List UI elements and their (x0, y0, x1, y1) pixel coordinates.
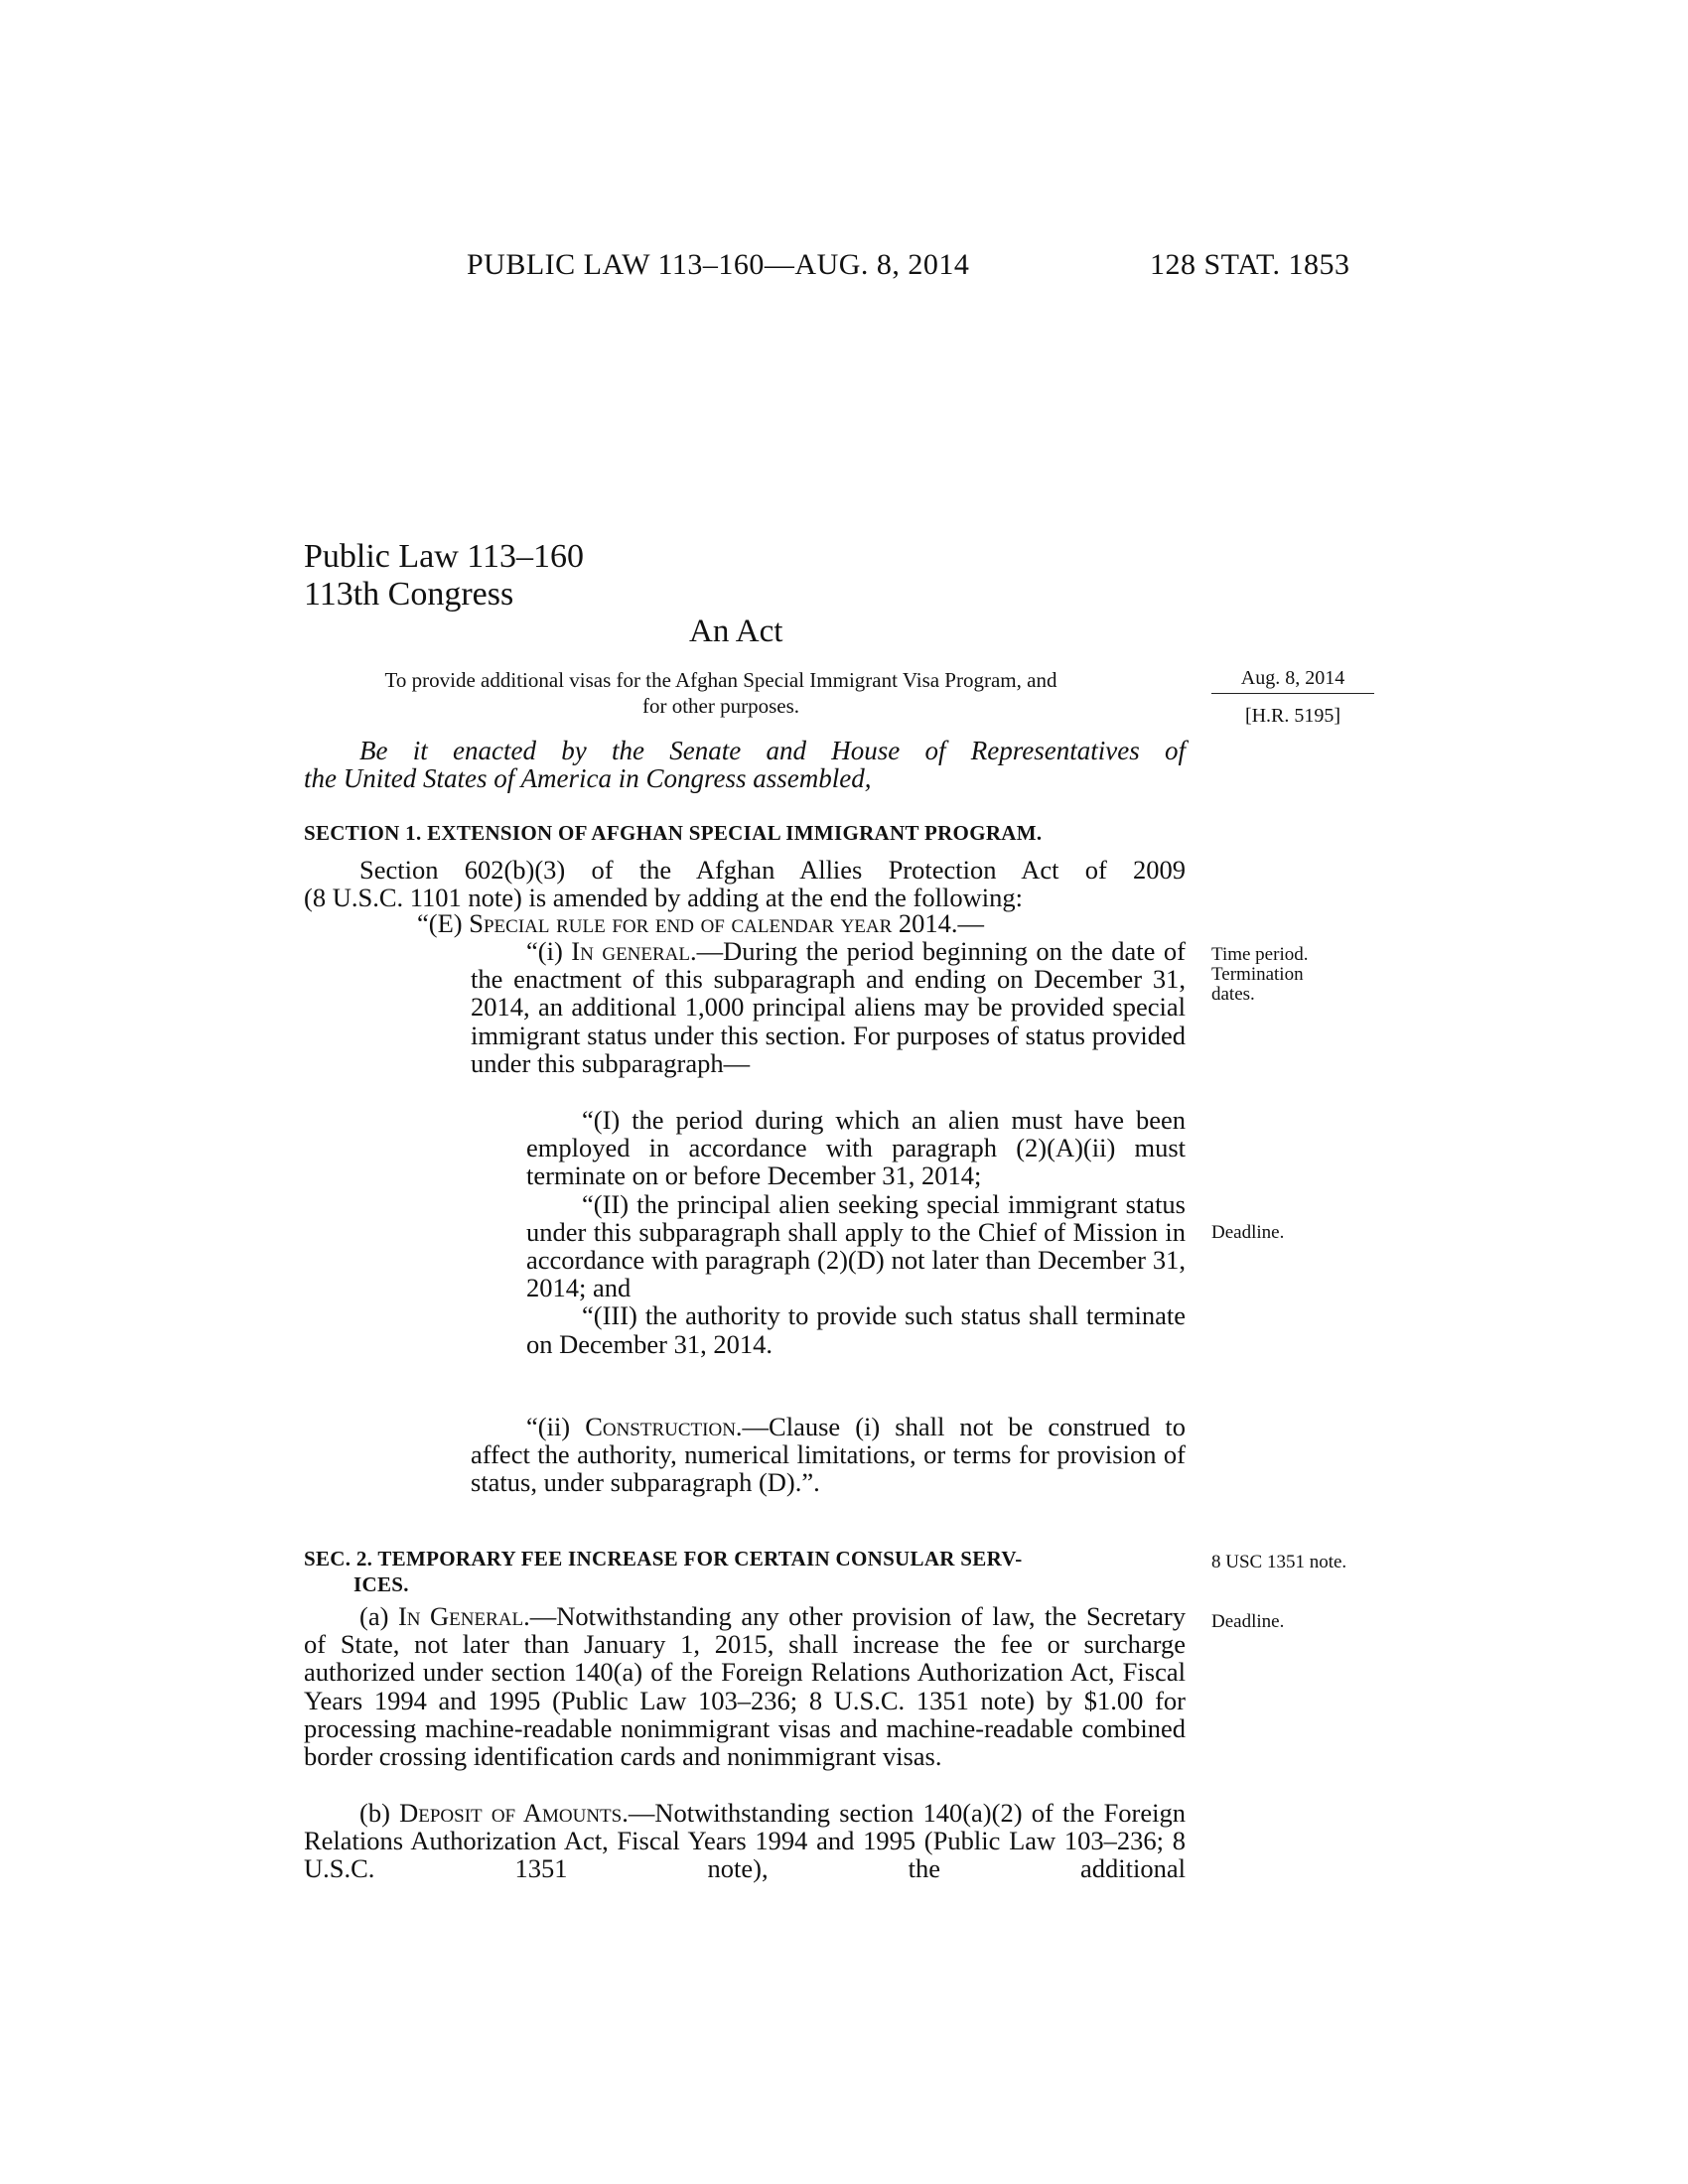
section-1-intro-line-2: (8 U.S.C. 1101 note) is amended by adding at the end the following: (304, 883, 1023, 913)
clause-ii-text: —Clause (i) shall not be construed to affect the authority, numerical limitations, or terms for provision of status, under subparagraph (D).”. (471, 1412, 1186, 1498)
congress-number: 113th Congress (304, 576, 514, 613)
subsection-a-text: —Notwithstanding any other provision of law, the Secretary of State, not later than January 1, 2015, shall increase the fee or surcharge authorized under section 140(a) of the Foreign Relations Authorization Act, Fiscal Years 1994 and 1995 (Public Law 103–236; 8 U.S.C. 1351 note) by $1.00 for processing machine-readable nonimmigrant visas and machine-readable combined border crossing identification cards and nonimmigrant visas. (304, 1601, 1186, 1772)
enacting-clause-line-2: the United States of America in Congress assembled, (304, 763, 872, 793)
subparagraph-e-dash: — (957, 908, 985, 938)
subsection-a-heading: In General. (397, 1601, 530, 1631)
subparagraph-e-heading (417, 909, 984, 937)
subsection-a-prefix: (a) (359, 1601, 398, 1631)
margin-note-time-period (1211, 945, 1308, 1005)
act-purpose (304, 667, 1138, 719)
clause-i (471, 937, 1186, 1077)
subsection-b-heading: Deposit of Amounts. (399, 1798, 629, 1828)
bill-number: [H.R. 5195] (1244, 705, 1341, 727)
clause-i-heading: In general. (571, 936, 697, 966)
subclause-I: “(I) the period during which an alien must have been employed in accordance with paragraph (2)(A)(ii) must terminate on or before December 31, 2014; (526, 1105, 1186, 1191)
clause-ii-prefix: “(ii) (526, 1412, 586, 1441)
subparagraph-e-title: Special rule for end of calendar year 2014. (469, 908, 958, 938)
clause-i-prefix: “(i) (526, 936, 572, 966)
page-citation: 128 STAT. 1853 (1150, 248, 1350, 281)
an-act-heading: An Act (689, 614, 783, 649)
enacting-clause (304, 737, 1186, 792)
subparagraph-e-prefix: “(E) (417, 908, 470, 938)
clause-i-text: —During the period beginning on the date of the enactment of this subparagraph and ending on December 31, 2014, an additional 1,000 principal aliens may be provided special immigrant status under this section. For purposes of status provided under this subparagraph— (471, 936, 1186, 1078)
subsection-a (304, 1602, 1186, 1770)
subsection-b (304, 1799, 1186, 1883)
section-1-intro-line-1: Section 602(b)(3) of the Afghan Allies Protection Act of 2009 (359, 855, 1186, 885)
margin-note-usc-citation: 8 USC 1351 note. (1211, 1552, 1347, 1572)
section-2-heading-line-1: SEC. 2. TEMPORARY FEE INCREASE FOR CERTAIN CONSULAR SERV- (304, 1547, 1023, 1570)
subclause-III: “(III) the authority to provide such status shall terminate on December 31, 2014. (526, 1300, 1186, 1359)
margin-note-deadline-1: Deadline. (1211, 1222, 1285, 1243)
enactment-date: Aug. 8, 2014 (1211, 667, 1374, 694)
section-2-heading-line-2: ICES. (353, 1572, 409, 1596)
clause-ii-heading: Construction. (585, 1412, 743, 1441)
subsection-b-prefix: (b) (359, 1798, 400, 1828)
enacting-clause-line-1: Be it enacted by the Senate and House of Representatives of (359, 736, 1186, 765)
running-header-left: PUBLIC LAW 113–160—AUG. 8, 2014 (467, 248, 970, 281)
section-1-intro (304, 856, 1186, 911)
subsection-b-text: —Notwithstanding section 140(a)(2) of the Foreign Relations Authorization Act, Fiscal Years 1994 and 1995 (Public Law 103–236; 8 U.S.C. 1351 note), the additional (304, 1798, 1187, 1884)
clause-ii (471, 1413, 1186, 1497)
subclauses (526, 1106, 1186, 1358)
public-law-number: Public Law 113–160 (304, 538, 585, 575)
section-2-heading (304, 1546, 1186, 1597)
section-1-heading: SECTION 1. EXTENSION OF AFGHAN SPECIAL IMMIGRANT PROGRAM. (304, 821, 1043, 845)
margin-note-1-line-1: Time period. (1211, 944, 1309, 965)
margin-note-1-line-3: dates. (1211, 984, 1255, 1005)
margin-note-1-line-2: Termination (1211, 964, 1304, 985)
margin-note-deadline-2: Deadline. (1211, 1611, 1285, 1632)
purpose-line-2: for other purposes. (641, 694, 800, 718)
purpose-line-1: To provide additional visas for the Afghan Special Immigrant Visa Program, and (384, 668, 1057, 692)
subclause-II: “(II) the principal alien seeking special immigrant status under this subparagraph shall apply to the Chief of Mission in accordance with paragraph (2)(D) not later than December 31, 2014; and (526, 1188, 1186, 1303)
